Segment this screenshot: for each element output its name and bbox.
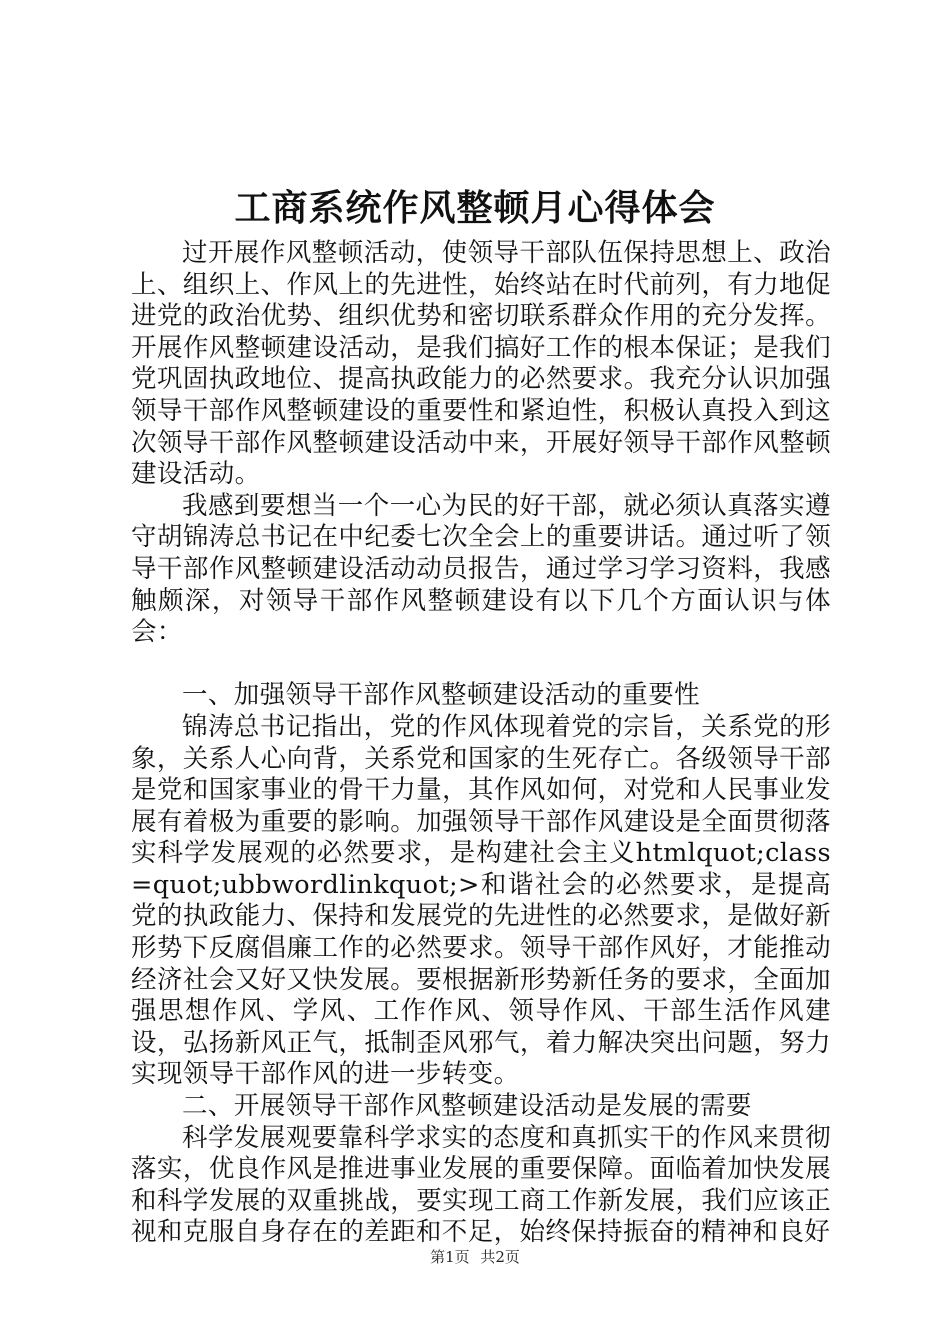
document-body [131, 238, 831, 1249]
section-heading-1: 一、加强领导干部作风整顿建设活动的重要性 [182, 680, 701, 711]
paragraph-feeling: 我感到要想当一个一心为民的好干部，就必须认真落实遵守胡锦涛总书记在中纪委七次全会上的重要讲话。通过听了领导干部作风整顿建设活动动员报告，通过学习学习资料，我感触颇深，对领导干部作风整顿建设有以下几个方面认识与体会： [131, 490, 831, 648]
section-heading-2: 二、开展领导干部作风整顿建设活动是发展的需要 [182, 1091, 752, 1122]
paragraph-section-2: 科学发展观要靠科学求实的态度和真抓实干的作风来贯彻落实，优良作风是推进事业发展的重要保障。面临着加快发展和科学发展的双重挑战，要实现工商工作新发展，我们应该正视和克服自身存在的差距和不足，始终保持振奋的精神和良好 [131, 1122, 831, 1248]
paragraph-intro: 过开展作风整顿活动，使领导干部队伍保持思想上、政治上、组织上、作风上的先进性，始终站在时代前列，有力地促进党的政治优势、组织优势和密切联系群众作用的充分发挥。开展作风整顿建设活动，是我们搞好工作的根本保证；是我们党巩固执政地位、提高执政能力的必然要求。我充分认识加强领导干部作风整顿建设的重要性和紧迫性，积极认真投入到这次领导干部作风整顿建设活动中来，开展好领导干部作风整顿建设活动。 [131, 238, 831, 490]
page-footer [0, 1246, 950, 1267]
document-title: 工商系统作风整顿月心得体会 [234, 187, 716, 229]
page-number: 第1页 [430, 1248, 470, 1266]
page-total: 共2页 [480, 1248, 520, 1266]
paragraph-section-1: 锦涛总书记指出，党的作风体现着党的宗旨，关系党的形象，关系人心向背，关系党和国家的生死存亡。各级领导干部是党和国家事业的骨干力量，其作风如何，对党和人民事业发展有着极为重要的影响。加强领导干部作风建设是全面贯彻落实科学发展观的必然要求，是构建社会主义htmlquot;class=quot;ubbwordlinkquot;>和谐社会的必然要求，是提高党的执政能力、保持和发展党的先进性的必然要求，是做好新形势下反腐倡廉工作的必然要求。领导干部作风好，才能推动经济社会又好又快发展。要根据新形势新任务的要求，全面加强思想作风、学风、工作作风、领导作风、干部生活作风建设，弘扬新风正气，抵制歪风邪气，着力解决突出问题，努力实现领导干部作风的进一步转变。 [131, 711, 831, 1090]
